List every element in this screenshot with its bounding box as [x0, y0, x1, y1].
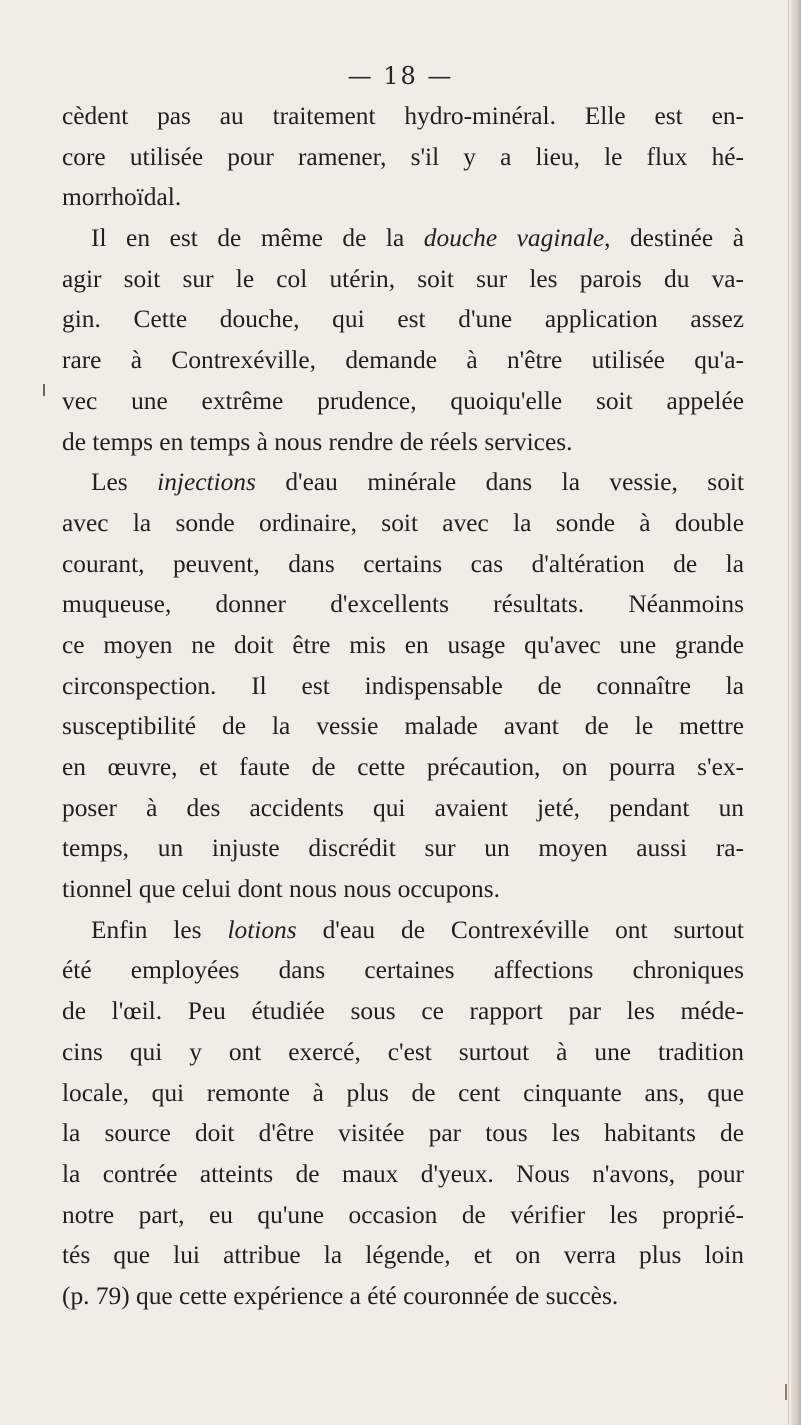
text-fragment: Il en est de même de la	[91, 224, 424, 253]
text-line: de temps en temps à nous rendre de réels services.	[62, 427, 573, 456]
italic-term: injections	[157, 468, 256, 497]
text-line: la contrée atteints de maux d'yeux. Nous n'avons, pour	[62, 1159, 744, 1188]
text-line: gin. Cette douche, qui est d'une application assez	[62, 305, 744, 334]
text-line: susceptibilité de la vessie malade avant de le mettre	[62, 712, 744, 741]
text-line: core utilisée pour ramener, s'il y a lieu, le flux hé-	[62, 142, 744, 171]
italic-term: lotions	[227, 915, 297, 944]
text-line: notre part, eu qu'une occasion de vérifier les proprié-	[62, 1200, 744, 1229]
text-line: cins qui y ont exercé, c'est surtout à une tradition	[62, 1037, 744, 1066]
body-text	[62, 96, 744, 1317]
page-edge-line	[788, 0, 789, 1425]
text-line: en œuvre, et faute de cette précaution, on pourra s'ex-	[62, 753, 744, 781]
text-fragment: d'eau de Contrexéville ont surtout	[296, 915, 744, 944]
text-line	[62, 462, 744, 503]
text-line: vec une extrême prudence, quoiqu'elle soit appelée	[62, 386, 744, 415]
text-line: courant, peuvent, dans certains cas d'altération de la	[62, 549, 744, 578]
text-line: ce moyen ne doit être mis en usage qu'avec une grande	[62, 630, 744, 659]
text-fragment: Les	[91, 468, 158, 497]
text-fragment: , destinée à	[604, 224, 744, 253]
text-line: (p. 79) que cette expérience a été couronnée de succès.	[62, 1281, 619, 1310]
text-line: cèdent pas au traitement hydro-minéral. Elle est en-	[62, 102, 744, 130]
italic-term: douche vaginale	[423, 224, 605, 253]
text-line: avec la sonde ordinaire, soit avec la sonde à double	[62, 508, 744, 537]
text-fragment: d'eau minérale dans la vessie, soit	[255, 468, 744, 497]
text-line	[62, 218, 744, 259]
text-line: temps, un injuste discrédit sur un moyen aussi ra-	[62, 834, 744, 863]
text-line: tionnel que celui dont nous nous occupons.	[62, 875, 500, 904]
text-line: tés que lui attribue la légende, et on verra plus loin	[62, 1241, 744, 1270]
text-line	[62, 910, 744, 951]
text-line: locale, qui remonte à plus de cent cinquante ans, que	[62, 1078, 744, 1107]
text-line: agir soit sur le col utérin, soit sur les parois du va-	[62, 264, 744, 293]
text-line: muqueuse, donner d'excellents résultats. Néanmoins	[62, 590, 744, 619]
page-edge-shadow	[791, 0, 801, 1425]
page-number-header: — 18 —	[347, 62, 454, 90]
margin-mark	[43, 384, 45, 396]
text-line: de l'œil. Peu étudiée sous ce rapport par les méde-	[62, 997, 744, 1026]
text-line: la source doit d'être visitée par tous les habitants de	[62, 1119, 744, 1148]
text-line: rare à Contrexéville, demande à n'être utilisée qu'a-	[62, 346, 744, 375]
corner-mark	[785, 1384, 787, 1400]
text-line: poser à des accidents qui avaient jeté, pendant un	[62, 793, 744, 822]
text-line: morrhoïdal.	[62, 183, 182, 212]
text-fragment: Enfin les	[91, 915, 228, 944]
text-line: été employées dans certaines affections chroniques	[62, 956, 744, 985]
text-line: circonspection. Il est indispensable de connaître la	[62, 671, 744, 700]
